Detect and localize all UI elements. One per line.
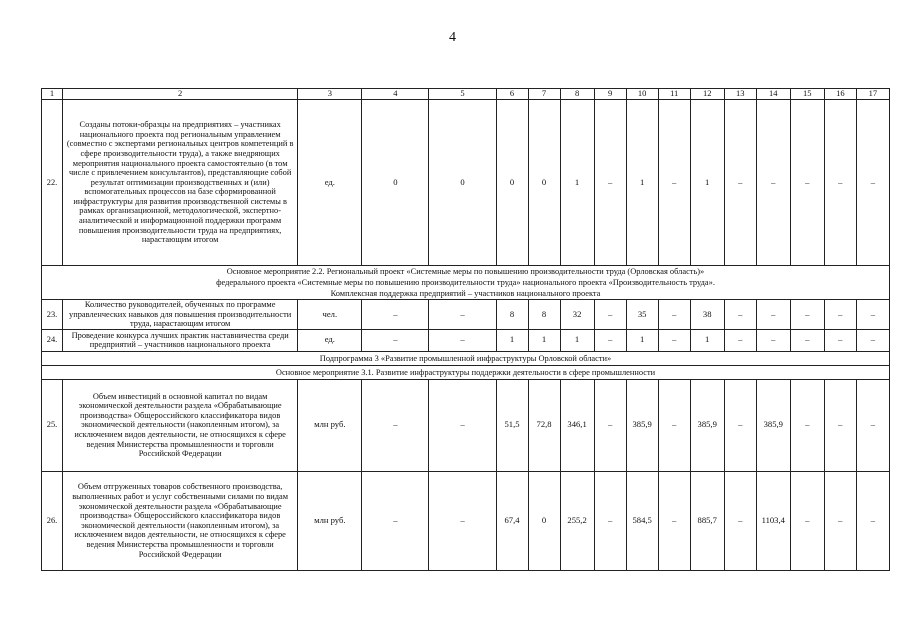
value-cell: – bbox=[824, 471, 856, 570]
header-cell: 6 bbox=[496, 89, 528, 100]
table-row bbox=[42, 300, 890, 330]
row-number: 22. bbox=[42, 100, 63, 266]
value-cell: – bbox=[756, 100, 790, 266]
value-cell: 385,9 bbox=[756, 379, 790, 471]
indicator-description: Количество руководителей, обученных по программе управленческих навыков для повышения производительности труда, нарастающим итогом bbox=[63, 300, 298, 330]
value-cell: – bbox=[856, 471, 889, 570]
header-cell: 5 bbox=[429, 89, 496, 100]
value-cell: – bbox=[594, 379, 626, 471]
header-cell: 15 bbox=[790, 89, 824, 100]
value-cell: – bbox=[724, 329, 756, 351]
value-cell: 1103,4 bbox=[756, 471, 790, 570]
unit-cell: млн руб. bbox=[298, 379, 362, 471]
indicator-description: Созданы потоки-образцы на предприятиях – участниках национального проекта под региональным управлением (совместно с экспертами региональных центров компетенций в сфере производительности труда), а также внедряющих мероприятия национального проекта самостоятельно (в том числе с привлечением консультантов), представляющие собой результат оптимизации производственных и (или) вспомогательных процессов на базе сформированной инфраструктуры для развития производственной системы в рамках организационной, методологической, экспертно-аналитической и информационной поддержки программ повышения производительности труда на предприятиях, нарастающим итогом bbox=[63, 100, 298, 266]
banner-line: Подпрограмма 3 «Развитие промышленной инфраструктуры Орловской области» bbox=[319, 353, 612, 363]
value-cell: 385,9 bbox=[626, 379, 658, 471]
row-number: 24. bbox=[42, 329, 63, 351]
value-cell: – bbox=[856, 329, 889, 351]
table-row bbox=[42, 379, 890, 471]
value-cell: – bbox=[724, 100, 756, 266]
value-cell: – bbox=[724, 300, 756, 330]
header-cell: 16 bbox=[824, 89, 856, 100]
value-cell: 72,8 bbox=[528, 379, 560, 471]
value-cell: 8 bbox=[528, 300, 560, 330]
row-number: 25. bbox=[42, 379, 63, 471]
header-cell: 1 bbox=[42, 89, 63, 100]
value-cell: – bbox=[362, 329, 429, 351]
value-cell: – bbox=[429, 471, 496, 570]
value-cell: – bbox=[594, 300, 626, 330]
header-cell: 9 bbox=[594, 89, 626, 100]
value-cell: – bbox=[658, 300, 690, 330]
value-cell: – bbox=[856, 100, 889, 266]
indicator-description: Проведение конкурса лучших практик наставничества среди предприятий – участников национального проекта bbox=[63, 329, 298, 351]
value-cell: 1 bbox=[626, 100, 658, 266]
value-cell: – bbox=[429, 379, 496, 471]
banner-line: Комплексная поддержка предприятий – участников национального проекта bbox=[330, 289, 601, 298]
value-cell: – bbox=[790, 300, 824, 330]
value-cell: – bbox=[756, 300, 790, 330]
header-cell: 17 bbox=[856, 89, 889, 100]
value-cell: 32 bbox=[560, 300, 594, 330]
value-cell: – bbox=[658, 329, 690, 351]
table-row bbox=[42, 471, 890, 570]
value-cell: – bbox=[824, 329, 856, 351]
value-cell: – bbox=[362, 300, 429, 330]
banner-line: федерального проекта «Системные меры по повышению производительности труда» национального проекта «Производительность труда». bbox=[216, 278, 715, 287]
value-cell: 385,9 bbox=[690, 379, 724, 471]
section-banner-row bbox=[42, 266, 890, 300]
header-cell: 2 bbox=[63, 89, 298, 100]
indicator-description: Объем отгруженных товаров собственного производства, выполненных работ и услуг собственными силами по видам экономической деятельности раздела «Обрабатывающие производства» Общероссийского классификатора видов экономической деятельности (накопленным итогом), за исключением видов деятельности, не относящихся к сфере ведения Министерства промышленности и торговли Российской Федерации bbox=[63, 471, 298, 570]
indicators-table bbox=[41, 88, 890, 571]
value-cell: – bbox=[594, 100, 626, 266]
unit-cell: ед. bbox=[298, 100, 362, 266]
value-cell: – bbox=[724, 471, 756, 570]
value-cell: – bbox=[824, 100, 856, 266]
value-cell: 1 bbox=[528, 329, 560, 351]
value-cell: – bbox=[824, 379, 856, 471]
value-cell: 255,2 bbox=[560, 471, 594, 570]
header-cell: 8 bbox=[560, 89, 594, 100]
value-cell: – bbox=[790, 471, 824, 570]
value-cell: 38 bbox=[690, 300, 724, 330]
value-cell: – bbox=[362, 379, 429, 471]
header-cell: 13 bbox=[724, 89, 756, 100]
value-cell: 0 bbox=[362, 100, 429, 266]
value-cell: – bbox=[658, 379, 690, 471]
table-row bbox=[42, 329, 890, 351]
value-cell: 1 bbox=[560, 100, 594, 266]
value-cell: 1 bbox=[560, 329, 594, 351]
value-cell: – bbox=[594, 471, 626, 570]
value-cell: 0 bbox=[528, 100, 560, 266]
value-cell: – bbox=[790, 100, 824, 266]
value-cell: – bbox=[658, 471, 690, 570]
value-cell: 1 bbox=[626, 329, 658, 351]
value-cell: – bbox=[429, 329, 496, 351]
section-banner bbox=[42, 351, 890, 365]
unit-cell: ед. bbox=[298, 329, 362, 351]
value-cell: 1 bbox=[496, 329, 528, 351]
value-cell: 1 bbox=[690, 100, 724, 266]
unit-cell: чел. bbox=[298, 300, 362, 330]
value-cell: 346,1 bbox=[560, 379, 594, 471]
header-cell: 7 bbox=[528, 89, 560, 100]
value-cell: – bbox=[790, 329, 824, 351]
value-cell: 885,7 bbox=[690, 471, 724, 570]
header-cell: 4 bbox=[362, 89, 429, 100]
value-cell: – bbox=[790, 379, 824, 471]
indicator-description: Объем инвестиций в основной капитал по видам экономической деятельности раздела «Обрабатывающие производства» Общероссийского классификатора видов экономической деятельности (накопленным итогом), за исключением видов деятельности, не относящихся к сфере ведения Министерства промышленности и торговли Российской Федерации bbox=[63, 379, 298, 471]
value-cell: – bbox=[724, 379, 756, 471]
value-cell: 0 bbox=[528, 471, 560, 570]
value-cell: 1 bbox=[690, 329, 724, 351]
header-cell: 12 bbox=[690, 89, 724, 100]
section-banner bbox=[42, 266, 890, 300]
value-cell: – bbox=[856, 379, 889, 471]
row-number: 26. bbox=[42, 471, 63, 570]
value-cell: – bbox=[658, 100, 690, 266]
section-banner-row bbox=[42, 351, 890, 365]
value-cell: 0 bbox=[496, 100, 528, 266]
value-cell: 67,4 bbox=[496, 471, 528, 570]
header-row bbox=[42, 89, 890, 100]
header-cell: 11 bbox=[658, 89, 690, 100]
value-cell: – bbox=[824, 300, 856, 330]
value-cell: 51,5 bbox=[496, 379, 528, 471]
unit-cell: млн руб. bbox=[298, 471, 362, 570]
value-cell: 8 bbox=[496, 300, 528, 330]
value-cell: – bbox=[856, 300, 889, 330]
value-cell: – bbox=[594, 329, 626, 351]
value-cell: 0 bbox=[429, 100, 496, 266]
banner-line: Основное мероприятие 3.1. Развитие инфраструктуры поддержки деятельности в сфере промышленности bbox=[275, 367, 656, 377]
value-cell: 584,5 bbox=[626, 471, 658, 570]
value-cell: – bbox=[756, 329, 790, 351]
section-banner bbox=[42, 365, 890, 379]
value-cell: 35 bbox=[626, 300, 658, 330]
banner-line: Основное мероприятие 2.2. Региональный проект «Системные меры по повышению производительности труда (Орловская область)» bbox=[226, 267, 705, 276]
header-cell: 14 bbox=[756, 89, 790, 100]
header-cell: 10 bbox=[626, 89, 658, 100]
row-number: 23. bbox=[42, 300, 63, 330]
page-number: 4 bbox=[449, 30, 456, 45]
header-cell: 3 bbox=[298, 89, 362, 100]
table-row bbox=[42, 100, 890, 266]
section-banner-row bbox=[42, 365, 890, 379]
value-cell: – bbox=[429, 300, 496, 330]
value-cell: – bbox=[362, 471, 429, 570]
